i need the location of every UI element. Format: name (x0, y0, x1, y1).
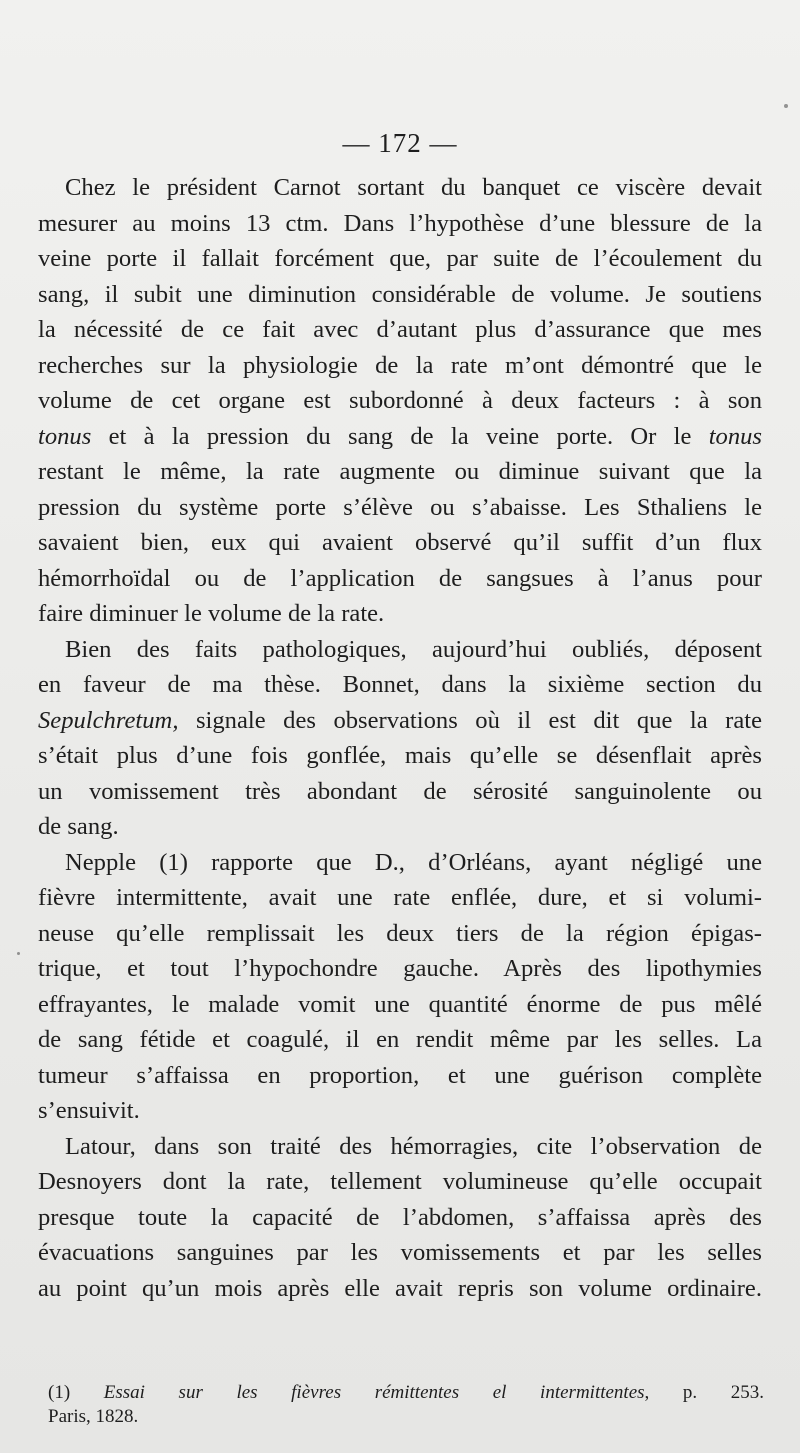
text-line (38, 383, 762, 419)
text-segment: presque toute la capacité de l’abdomen, s’affaissa après des (38, 1203, 762, 1231)
text-segment: veine porte il fallait forcément que, par suite de l’écoulement du (38, 245, 762, 272)
text-segment: savaient bien, eux qui avaient observé qu’il suffit d’un flux (38, 529, 762, 556)
footnote (48, 1381, 764, 1429)
text-line (38, 348, 762, 384)
text-segment: de sang. (38, 813, 119, 840)
footnote-segment: (1) (48, 1382, 104, 1403)
paper-speck (17, 952, 20, 955)
text-line (38, 916, 762, 952)
italic-text: tonus (38, 422, 92, 450)
text-segment: évacuations sanguines par les vomissements et par les selles (38, 1239, 762, 1266)
text-segment: au point qu’un mois après elle avait repris son volume ordinaire. (38, 1274, 762, 1302)
footnote-line-2: Paris, 1828. (48, 1406, 139, 1427)
text-segment: en faveur de ma thèse. Bonnet, dans la sixième section du (38, 671, 762, 698)
text-line (38, 277, 762, 313)
text-line (38, 809, 762, 845)
footnote-line-1 (48, 1381, 764, 1405)
text-segment: tumeur s’affaissa en proportion, et une guérison complète (38, 1061, 762, 1089)
text-line (38, 1093, 762, 1129)
text-line (38, 596, 762, 632)
text-segment: s’était plus d’une fois gonflée, mais qu’elle se désenflait après (38, 742, 762, 769)
text-line (38, 774, 762, 810)
text-segment: Desnoyers dont la rate, tellement volumineuse qu’elle occupait (38, 1168, 762, 1195)
text-line (38, 1271, 762, 1307)
text-segment: signale des observations où il est dit que la rate (178, 706, 762, 734)
text-segment: faire diminuer le volume de la rate. (38, 600, 385, 627)
text-segment: trique, et tout l’hypochondre gauche. Après des lipothymies (38, 955, 762, 982)
text-line (38, 1058, 762, 1094)
italic-text: tonus (708, 422, 762, 450)
text-segment: Latour, dans son traité des hémorragies, cite l’observation de (65, 1132, 762, 1160)
text-line (38, 241, 762, 277)
text-line (38, 1235, 762, 1271)
text-line (38, 987, 762, 1023)
text-line (38, 170, 762, 206)
text-segment: pression du système porte s’élève ou s’abaisse. Les Sthaliens le (38, 493, 762, 521)
footnote-title: Essai sur les fièvres rémittentes el intermittentes (103, 1382, 645, 1403)
text-segment: et à la pression du sang de la veine porte. Or le (91, 422, 709, 450)
text-line (38, 561, 762, 597)
text-segment: Nepple (1) rapporte que D., d’Orléans, ayant négligé une (65, 848, 762, 876)
text-line (38, 1129, 762, 1165)
text-line (38, 312, 762, 348)
text-segment: un vomissement très abondant de sérosité sanguinolente ou (38, 777, 762, 805)
text-line (38, 738, 762, 774)
text-line (38, 632, 762, 668)
text-line (38, 703, 762, 739)
text-segment: s’ensuivit. (38, 1097, 140, 1124)
body-text (38, 170, 762, 1306)
text-line (38, 1022, 762, 1058)
text-segment: Chez le président Carnot sortant du banquet ce viscère devait (65, 174, 762, 201)
text-segment: recherches sur la physiologie de la rate m’ont démontré que le (38, 351, 762, 379)
page-number: — 172 — (342, 128, 458, 158)
text-line (38, 419, 762, 455)
text-line (38, 951, 762, 987)
text-line (38, 667, 762, 703)
text-segment: volume de cet organe est subordonné à deux facteurs : à son (38, 387, 762, 414)
text-segment: de sang fétide et coagulé, il en rendit même par les selles. La (38, 1026, 762, 1053)
paper-speck (784, 104, 788, 108)
text-line (38, 206, 762, 242)
text-segment: mesurer au moins 13 ctm. Dans l’hypothèse d’une blessure de la (38, 209, 762, 237)
text-segment: restant le même, la rate augmente ou diminue suivant que la (38, 458, 762, 485)
text-line (38, 525, 762, 561)
italic-text: Sepulchretum, (38, 706, 179, 734)
text-segment: hémorrhoïdal ou de l’application de sangsues à l’anus pour (38, 564, 762, 592)
text-segment: neuse qu’elle remplissait les deux tiers de la région épigas- (38, 919, 762, 947)
text-segment: la nécessité de ce fait avec d’autant plus d’assurance que mes (38, 316, 762, 343)
text-line (38, 845, 762, 881)
text-line (38, 1200, 762, 1236)
text-line (38, 880, 762, 916)
text-line (38, 454, 762, 490)
text-segment: sang, il subit une diminution considérable de volume. Je soutiens (38, 280, 762, 308)
text-line (38, 1164, 762, 1200)
footnote-segment: , p. 253. (644, 1382, 765, 1403)
text-segment: fièvre intermittente, avait une rate enflée, dure, et si volumi- (38, 884, 762, 911)
text-line (38, 490, 762, 526)
text-segment: effrayantes, le malade vomit une quantité énorme de pus mêlé (38, 990, 762, 1018)
text-segment: Bien des faits pathologiques, aujourd’hui oubliés, déposent (65, 635, 762, 663)
